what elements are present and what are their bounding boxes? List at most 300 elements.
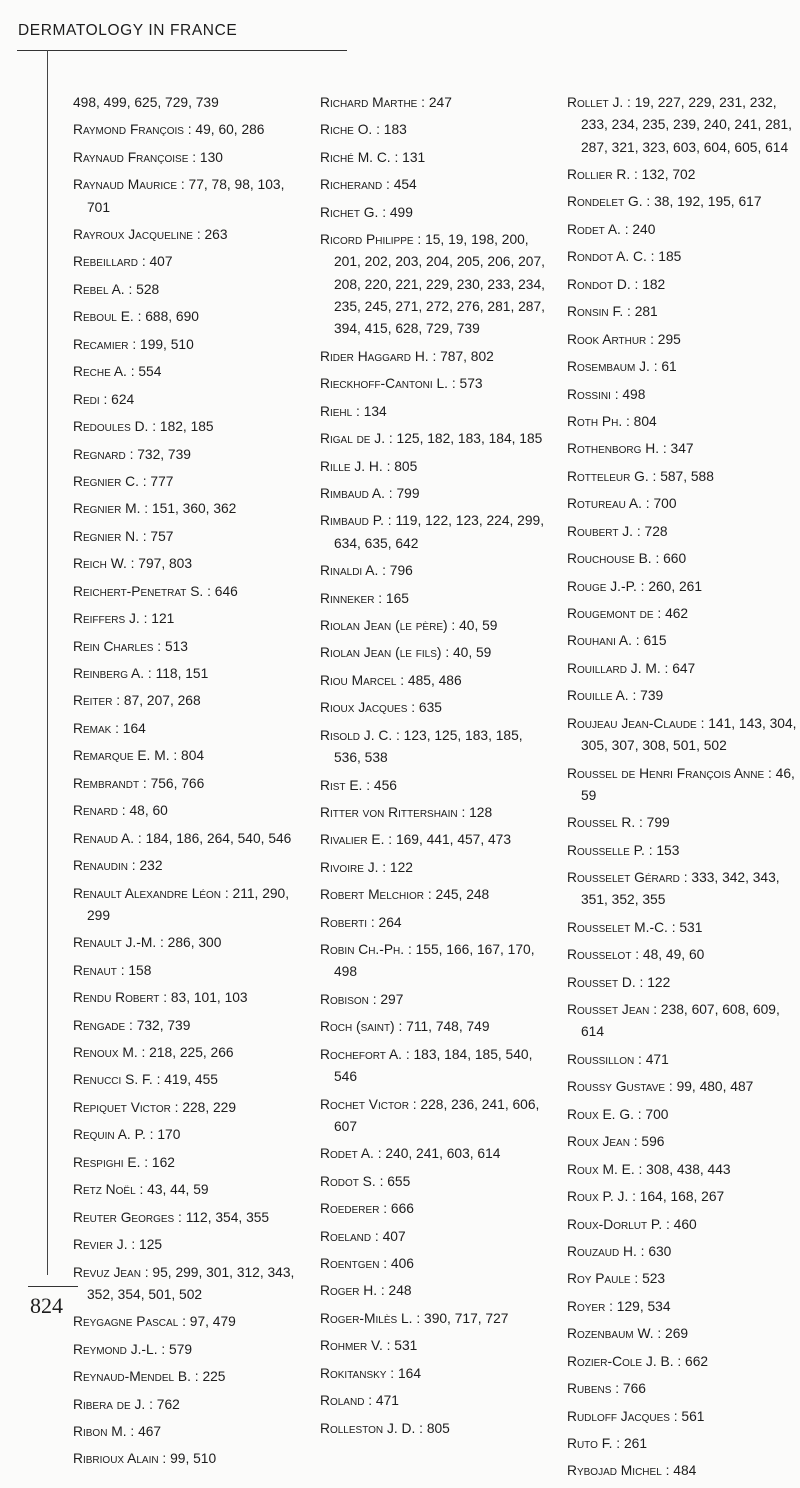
entry-name: Rougemont de <box>567 606 654 622</box>
entry-name: Rondot A. C. <box>567 249 647 265</box>
entry-pages: : 471 <box>634 1051 669 1067</box>
index-entry <box>567 1131 799 1153</box>
entry-name: Rendu Robert <box>73 990 160 1006</box>
entry-pages: : 183, 184, 185, 540, 546 <box>334 1046 533 1085</box>
entry-pages: : 130 <box>188 149 223 165</box>
entry-pages: : 183 <box>372 122 407 138</box>
entry-pages: : 630 <box>636 1243 672 1259</box>
index-entry <box>567 1049 799 1071</box>
index-entry <box>567 356 799 378</box>
entry-name: Richard Marthe <box>320 95 418 110</box>
entry-name: Ruto F. <box>567 1436 613 1452</box>
index-entry <box>320 119 552 141</box>
entry-name: Rondelet G. <box>567 194 643 210</box>
entry-pages: : 165 <box>374 590 409 606</box>
index-entry <box>320 1226 552 1248</box>
entry-name: Regnard <box>73 446 126 462</box>
index-entry <box>320 1390 552 1412</box>
entry-pages: : 732, 739 <box>125 1017 191 1033</box>
index-entry <box>320 401 552 423</box>
entry-pages: : 407 <box>371 1228 406 1244</box>
entry-name: Risold J. C. <box>320 727 393 743</box>
entry-name: Rioux Jacques <box>320 700 408 716</box>
entry-name: Roubert J. <box>567 523 634 539</box>
entry-pages: : 647 <box>660 660 696 676</box>
entry-pages: : 528 <box>124 281 160 297</box>
entry-pages: : 125 <box>127 1237 163 1253</box>
index-entry <box>567 329 799 351</box>
entry-pages: : 456 <box>362 777 397 793</box>
entry-pages: : 248 <box>377 1283 412 1299</box>
entry-name: Reiter <box>73 693 113 709</box>
entry-name: Redi <box>73 391 100 407</box>
entry-pages: : 153 <box>644 842 680 858</box>
entry-pages: : 155, 166, 167, 170, 498 <box>334 942 535 980</box>
index-entry <box>73 1394 305 1416</box>
entry-name: Roussel R. <box>567 815 636 831</box>
entry-name: Revier J. <box>73 1237 128 1253</box>
entry-pages: : 49, 60, 286 <box>183 122 265 138</box>
entry-pages: : 596 <box>629 1134 665 1150</box>
index-entry: 498, 499, 625, 729, 739 <box>73 95 219 110</box>
entry-pages: : 513 <box>153 638 188 654</box>
entry-name: Riché M. C. <box>320 149 391 165</box>
index-entry <box>320 373 552 395</box>
entry-name: Rouge J.-P. <box>567 578 637 594</box>
entry-pages: : 804 <box>622 413 657 429</box>
entry-name: Renaudin <box>73 858 128 874</box>
entry-pages: : 123, 125, 183, 185, 536, 538 <box>334 727 523 766</box>
entry-pages: : 796 <box>378 563 413 579</box>
entry-pages: : 728 <box>633 523 668 539</box>
entry-name: Rodet A. <box>320 1146 374 1162</box>
entry-name: Roussel de Henri François Anne <box>567 765 765 781</box>
index-entry <box>567 1186 799 1208</box>
entry-pages: : 286, 300 <box>156 935 222 951</box>
entry-pages: : 579 <box>157 1341 193 1357</box>
entry-pages: : 15, 19, 198, 200, 201, 202, 203, 204, 205, 206, 207, 208, 220, 221, 229, 230, 233, 234, 235, 245, 271, 272, 276, 281, 287, 394, 415, 628, 729, 739 <box>334 232 545 337</box>
entry-name: Rook Arthur <box>567 331 647 347</box>
entry-pages: : 799 <box>635 815 670 831</box>
entry-pages: : 615 <box>631 633 667 649</box>
entry-name: Rinneker <box>320 590 375 606</box>
index-entry <box>320 670 552 692</box>
index-entry <box>320 588 552 610</box>
index-entry <box>320 560 552 582</box>
entry-name: Rotureau A. <box>567 496 642 512</box>
entry-name: Rubens <box>567 1381 612 1397</box>
index-entry <box>320 1171 552 1193</box>
entry-name: Roentgen <box>320 1255 380 1271</box>
entry-name: Rousselet M.-C. <box>567 919 668 935</box>
entry-pages: : 666 <box>379 1201 414 1217</box>
entry-pages: : 240 <box>620 221 656 237</box>
index-entry <box>320 174 552 196</box>
entry-pages: : 158 <box>116 962 152 978</box>
entry-name: Remarque E. M. <box>73 748 170 764</box>
entry-pages: : 122 <box>635 974 671 990</box>
index-entry <box>567 630 799 652</box>
entry-pages: : 797, 803 <box>126 556 193 572</box>
index-entry <box>73 279 305 301</box>
entry-name: Roch (saint) <box>320 1019 395 1035</box>
index-column-2 <box>320 92 552 1445</box>
index-entry <box>73 1124 305 1146</box>
index-entry <box>567 493 799 515</box>
index-entry <box>567 999 799 1044</box>
entry-pages: : 805 <box>382 458 418 474</box>
index-entry <box>567 1076 799 1098</box>
margin-rule <box>47 50 48 1275</box>
index-entry <box>73 690 305 712</box>
entry-name: Reboul E. <box>73 309 134 325</box>
entry-name: Raynaud Françoise <box>73 149 189 165</box>
entry-pages: : 498 <box>610 386 646 402</box>
entry-name: Richet G. <box>320 204 379 220</box>
index-entry <box>567 867 799 912</box>
entry-name: Rouille A. <box>567 688 629 704</box>
entry-pages: : 83, 101, 103 <box>159 990 248 1006</box>
entry-name: Rebel A. <box>73 281 125 297</box>
entry-pages: : 46, 59 <box>581 765 795 803</box>
entry-pages: : 225 <box>190 1369 226 1385</box>
entry-name: Rozenbaum W. <box>567 1326 654 1342</box>
index-entry <box>320 1198 552 1220</box>
entry-name: Roujeau Jean-Claude <box>567 715 697 731</box>
entry-name: Rousselle P. <box>567 842 645 858</box>
entry-pages: : 238, 607, 608, 609, 614 <box>581 1002 780 1040</box>
index-entry <box>320 802 552 824</box>
entry-pages: : 211, 290, 299 <box>87 885 290 923</box>
entry-pages: : 99, 480, 487 <box>665 1079 754 1095</box>
index-entry <box>567 301 799 323</box>
index-entry <box>320 202 552 224</box>
entry-name: Renaut <box>73 962 117 978</box>
index-entry <box>567 521 799 543</box>
entry-pages: : 646 <box>203 583 238 599</box>
index-entry <box>567 438 799 460</box>
index-entry <box>320 939 552 984</box>
entry-pages: : 739 <box>628 688 664 704</box>
index-entry <box>73 800 305 822</box>
entry-pages: : 554 <box>126 364 162 380</box>
entry-pages: : 260, 261 <box>636 578 703 594</box>
entry-name: Rondot D. <box>567 276 631 292</box>
entry-name: Rimbaud A. <box>320 486 385 501</box>
index-entry <box>567 466 799 488</box>
entry-name: Rein Charles <box>73 638 154 654</box>
entry-name: Rouhani A. <box>567 633 632 649</box>
entry-pages: : 43, 44, 59 <box>135 1182 209 1198</box>
entry-name: Rist E. <box>320 777 363 793</box>
index-entry <box>320 615 552 637</box>
index-entry <box>567 713 799 758</box>
entry-name: Rille J. H. <box>320 458 383 474</box>
entry-pages: : 134 <box>352 403 387 419</box>
entry-name: Ritter von Rittershain <box>320 804 458 820</box>
entry-pages: : 471 <box>364 1393 399 1409</box>
entry-name: Renault J.-M. <box>73 935 157 951</box>
entry-name: Revuz Jean <box>73 1264 141 1280</box>
entry-name: Riehl <box>320 403 353 419</box>
index-entry <box>73 1097 305 1119</box>
index-entry <box>320 229 552 340</box>
index-entry <box>320 989 552 1011</box>
entry-pages: : 232 <box>127 858 163 874</box>
entry-name: Renoux M. <box>73 1045 138 1061</box>
entry-name: Robison <box>320 991 369 1007</box>
entry-name: Roger H. <box>320 1283 378 1299</box>
entry-pages: : 804 <box>169 748 205 764</box>
running-header: DERMATOLOGY IN FRANCE <box>18 22 238 39</box>
index-entry <box>73 1234 305 1256</box>
entry-pages: : 170 <box>145 1127 181 1143</box>
index-entry <box>73 1311 305 1333</box>
entry-pages: : 48, 60 <box>117 803 168 819</box>
entry-name: Rigal de J. <box>320 431 386 447</box>
index-entry <box>73 1366 305 1388</box>
entry-pages: : 162 <box>140 1154 175 1170</box>
index-entry <box>320 642 552 664</box>
entry-name: Rochefort A. <box>320 1046 402 1062</box>
entry-pages: : 419, 455 <box>152 1072 218 1088</box>
index-entry <box>73 306 305 328</box>
index-entry <box>73 1015 305 1037</box>
entry-name: Roussy Gustave <box>567 1079 666 1095</box>
entry-name: Roussillon <box>567 1051 635 1067</box>
index-entry <box>320 1094 552 1139</box>
entry-pages: : 732, 739 <box>125 446 191 462</box>
entry-name: Roux-Dorlut P. <box>567 1216 663 1232</box>
index-entry <box>73 883 305 928</box>
entry-pages: : 756, 766 <box>139 775 205 791</box>
index-entry <box>73 1069 305 1091</box>
index-entry <box>567 92 799 159</box>
entry-name: Recamier <box>73 336 129 352</box>
entry-name: Ricord Philippe <box>320 232 414 248</box>
entry-name: Raymond François <box>73 122 184 138</box>
entry-name: Rouchouse B. <box>567 551 652 567</box>
entry-pages: : 766 <box>611 1381 646 1397</box>
entry-name: Regnier M. <box>73 501 141 517</box>
index-entry <box>567 411 799 433</box>
entry-name: Renucci S. F. <box>73 1072 153 1088</box>
entry-pages: : 484 <box>661 1463 697 1479</box>
index-entry <box>567 1406 799 1428</box>
entry-pages: : 454 <box>382 177 417 193</box>
entry-name: Roederer <box>320 1201 380 1217</box>
entry-pages: : 523 <box>630 1271 666 1287</box>
index-entry <box>73 1152 305 1174</box>
index-entry <box>73 147 305 169</box>
entry-name: Regnier N. <box>73 528 139 544</box>
entry-name: Reichert-Penetrat S. <box>73 583 204 599</box>
entry-name: Rybojad Michel <box>567 1463 662 1479</box>
entry-pages: : 655 <box>375 1173 411 1189</box>
entry-name: Retz Noël <box>73 1182 136 1198</box>
index-entry <box>73 334 305 356</box>
entry-pages: : 77, 78, 98, 103, 701 <box>87 177 285 215</box>
index-entry <box>73 1042 305 1064</box>
index-entry <box>320 483 552 505</box>
entry-pages: : 245, 248 <box>424 887 490 903</box>
entry-name: Richerand <box>320 177 383 193</box>
entry-pages: : 164 <box>386 1365 421 1381</box>
entry-pages: : 184, 186, 264, 540, 546 <box>134 830 292 846</box>
index-entry <box>320 346 552 368</box>
entry-name: Roeland <box>320 1228 372 1244</box>
index-entry <box>567 384 799 406</box>
index-entry <box>73 1448 305 1470</box>
entry-name: Rossini <box>567 386 611 402</box>
index-entry <box>320 510 552 555</box>
index-entry <box>73 745 305 767</box>
entry-pages: : 240, 241, 603, 614 <box>373 1146 501 1162</box>
entry-name: Rothenborg H. <box>567 441 660 457</box>
entry-pages: : 122 <box>378 859 413 875</box>
entry-pages: : 762 <box>145 1396 180 1412</box>
index-entry <box>567 1214 799 1236</box>
entry-name: Rokitansky <box>320 1365 387 1381</box>
entry-pages: : 247 <box>417 95 452 110</box>
entry-name: Regnier C. <box>73 473 139 489</box>
entry-pages: : 112, 354, 355 <box>174 1209 270 1225</box>
entry-name: Rousselot <box>567 947 632 963</box>
entry-name: Royer <box>567 1298 606 1314</box>
entry-name: Rebeillard <box>73 254 138 270</box>
entry-pages: : 131 <box>390 149 426 165</box>
entry-name: Remak <box>73 720 112 736</box>
entry-pages: : 48, 49, 60 <box>631 947 705 963</box>
index-entry <box>567 840 799 862</box>
index-entry <box>567 1460 799 1482</box>
index-entry <box>567 1241 799 1263</box>
index-entry <box>567 1159 799 1181</box>
index-entry <box>73 389 305 411</box>
entry-pages: : 406 <box>379 1255 414 1271</box>
entry-name: Redoules D. <box>73 419 149 435</box>
index-entry <box>73 1207 305 1229</box>
entry-name: Rimbaud P. <box>320 513 384 529</box>
entry-pages: : 467 <box>126 1424 162 1440</box>
entry-pages: : 460 <box>662 1216 697 1232</box>
entry-name: Rousselet Gérard <box>567 870 680 886</box>
index-entry <box>73 932 305 954</box>
index-entry <box>320 147 552 169</box>
entry-name: Rengade <box>73 1017 126 1033</box>
entry-pages: : 128 <box>457 804 493 820</box>
entry-pages: : 185 <box>646 249 682 265</box>
index-entry <box>73 663 305 685</box>
index-entry <box>320 697 552 719</box>
entry-pages: : 757 <box>138 528 174 544</box>
entry-name: Riche O. <box>320 122 373 138</box>
index-entry <box>73 174 305 219</box>
footer-rule <box>28 1286 78 1287</box>
entry-pages: : 295 <box>646 331 681 347</box>
entry-pages: : 263 <box>192 227 228 243</box>
entry-pages: : 97, 479 <box>178 1314 236 1330</box>
index-entry <box>73 581 305 603</box>
index-entry <box>320 92 552 114</box>
entry-name: Roux E. G. <box>567 1106 634 1122</box>
entry-name: Rolleston J. D. <box>320 1420 416 1436</box>
entry-pages: : 125, 182, 183, 184, 185 <box>385 431 543 447</box>
entry-name: Riolan Jean (le père) <box>320 618 448 634</box>
index-entry <box>73 119 305 141</box>
index-entry <box>567 1351 799 1373</box>
entry-name: Rieckhoff-Cantoni L. <box>320 376 449 392</box>
entry-name: Reche A. <box>73 364 127 380</box>
entry-name: Repiquet Victor <box>73 1099 171 1115</box>
index-entry <box>73 960 305 982</box>
index-entry <box>73 361 305 383</box>
entry-pages: : 61 <box>649 359 677 375</box>
index-entry <box>320 456 552 478</box>
entry-name: Roy Paule <box>567 1271 631 1287</box>
index-entry <box>567 576 799 598</box>
index-entry <box>320 428 552 450</box>
entry-name: Rotteleur G. <box>567 468 649 484</box>
entry-name: Rinaldi A. <box>320 563 379 579</box>
entry-name: Reuter Georges <box>73 1209 175 1225</box>
entry-name: Rollier R. <box>567 167 631 183</box>
entry-pages: : 164 <box>111 720 146 736</box>
entry-name: Rider Haggard H. <box>320 348 429 364</box>
index-entry <box>73 1179 305 1201</box>
index-entry <box>320 1308 552 1330</box>
entry-name: Roland <box>320 1393 365 1409</box>
index-entry <box>73 526 305 548</box>
index-entry <box>73 608 305 630</box>
index-entry <box>73 828 305 850</box>
index-entry <box>320 829 552 851</box>
entry-pages: : 264 <box>367 914 402 930</box>
index-entry <box>320 1253 552 1275</box>
entry-pages: : 587, 588 <box>648 468 714 484</box>
entry-name: Riou Marcel <box>320 672 397 688</box>
entry-name: Rozier-Cole J. B. <box>567 1353 674 1369</box>
index-entry <box>567 917 799 939</box>
entry-name: Roux Jean <box>567 1134 630 1150</box>
entry-pages: : 624 <box>99 391 135 407</box>
entry-name: Robert Melchior <box>320 887 425 903</box>
index-entry <box>320 1143 552 1165</box>
index-entry <box>73 553 305 575</box>
index-entry <box>567 164 799 186</box>
entry-name: Rohmer V. <box>320 1338 383 1354</box>
index-entry <box>567 1378 799 1400</box>
entry-pages: : 132, 702 <box>630 167 696 183</box>
entry-pages: : 462 <box>653 606 689 622</box>
entry-pages: : 281 <box>623 304 658 320</box>
entry-pages: : 700 <box>633 1106 669 1122</box>
entry-name: Robin Ch.-Ph. <box>320 942 405 958</box>
index-entry <box>73 636 305 658</box>
entry-name: Rodot S. <box>320 1173 376 1189</box>
index-entry <box>320 725 552 770</box>
entry-pages: : 164, 168, 267 <box>628 1189 725 1205</box>
index-entry <box>73 773 305 795</box>
index-entry <box>73 498 305 520</box>
index-entry <box>567 219 799 241</box>
index-column-3 <box>567 92 799 1488</box>
entry-pages: : 40, 59 <box>441 645 492 661</box>
index-entry <box>320 1280 552 1302</box>
index-entry <box>73 416 305 438</box>
entry-name: Rudloff Jacques <box>567 1408 670 1424</box>
entry-pages: : 787, 802 <box>428 348 494 364</box>
